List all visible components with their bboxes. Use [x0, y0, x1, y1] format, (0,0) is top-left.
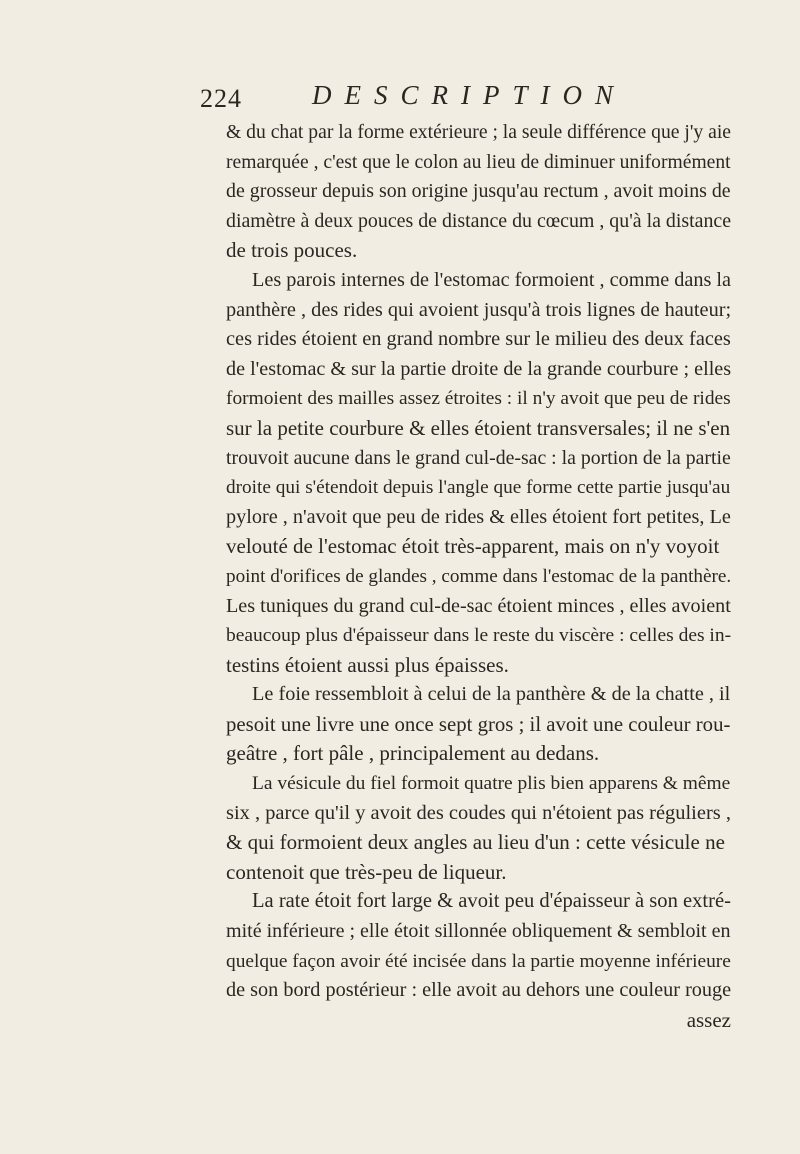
text-line: de son bord postérieur : elle avoit au dehors une couleur rouge — [226, 979, 732, 1002]
text-line: panthère , des rides qui avoient jusqu'à trois lignes de hauteur; — [226, 298, 732, 321]
text-line: de grosseur depuis son origine jusqu'au rectum , avoit moins de — [226, 180, 731, 203]
text-line: de trois pouces. — [226, 238, 358, 263]
text-line: & du chat par la forme extérieure ; la seule différence que j'y aie — [226, 121, 731, 143]
text-line: Les tuniques du grand cul-de-sac étoient minces , elles avoient — [226, 594, 731, 617]
text-line: pylore , n'avoit que peu de rides & elles étoient fort petites, Le — [226, 505, 731, 528]
text-line: quelque façon avoir été incisée dans la partie moyenne inférieure — [226, 950, 731, 972]
text-line: pesoit une livre une once sept gros ; il avoit une couleur rou- — [226, 712, 731, 736]
text-line: geâtre , fort pâle , principalement au dedans. — [226, 741, 600, 766]
text-line: La rate étoit fort large & avoit peu d'épaisseur à son extré- — [252, 890, 731, 913]
text-line: diamètre à deux pouces de distance du cœcum , qu'à la distance — [226, 209, 732, 232]
text-line: testins étoient aussi plus épaisses. — [226, 652, 509, 677]
text-line: six , parce qu'il y avoit des coudes qui n'étoient pas réguliers , — [226, 801, 731, 824]
text-line: sur la petite courbure & elles étoient transversales; il ne s'en — [226, 415, 731, 440]
text-line: formoient des mailles assez étroites : il n'y avoit que peu de rides — [226, 388, 731, 410]
text-line: droite qui s'étendoit depuis l'angle que forme cette partie jusqu'au — [226, 477, 731, 499]
page-header — [200, 74, 720, 114]
text-line: & qui formoient deux angles au lieu d'un : cette vésicule ne — [226, 830, 725, 855]
text-line: ces rides étoient en grand nombre sur le milieu des deux faces — [226, 328, 731, 351]
text-line: de l'estomac & sur la partie droite de la grande courbure ; elles — [226, 357, 732, 380]
text-line: mité inférieure ; elle étoit sillonnée obliquement & sembloit en — [226, 920, 731, 943]
text-line: Les parois internes de l'estomac formoient , comme dans la — [252, 268, 732, 291]
text-line: Le foie ressembloit à celui de la panthère & de la chatte , il — [252, 683, 731, 706]
text-line: velouté de l'estomac étoit très-apparent, mais on n'y voyoit — [226, 534, 720, 559]
text-line: remarquée , c'est que le colon au lieu de diminuer uniformément — [226, 151, 731, 173]
page-number: 224 — [200, 84, 242, 113]
body-text — [226, 118, 731, 1035]
catchword: assez — [686, 1007, 731, 1032]
text-line: trouvoit aucune dans le grand cul-de-sac : la portion de la partie — [226, 446, 731, 469]
text-line: La vésicule du fiel formoit quatre plis bien apparens & même — [252, 773, 731, 795]
text-line: contenoit que très-peu de liqueur. — [226, 859, 507, 884]
running-head: DESCRIPTION — [312, 80, 626, 110]
text-line: beaucoup plus d'épaisseur dans le reste du viscère : celles des in- — [226, 625, 732, 647]
text-line: point d'orifices de glandes , comme dans l'estomac de la panthère. — [226, 565, 732, 587]
